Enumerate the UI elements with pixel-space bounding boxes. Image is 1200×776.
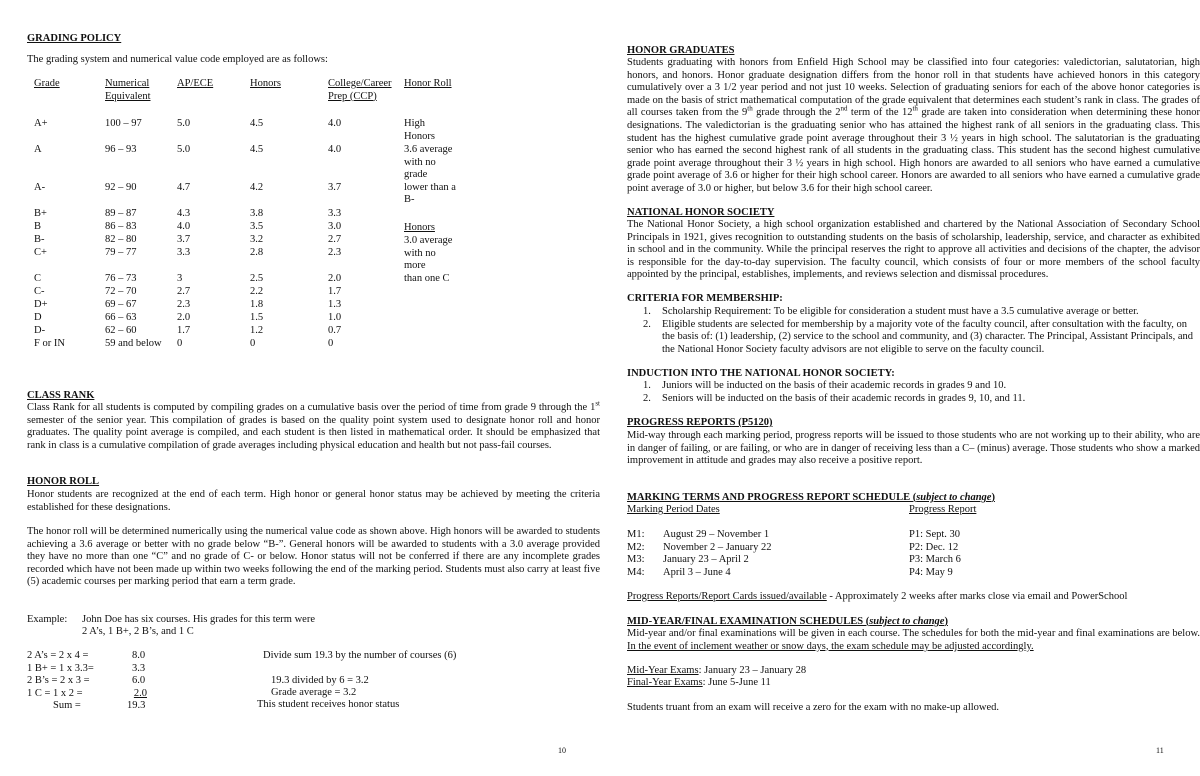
- grade-cell-ap: 4.7: [177, 182, 191, 193]
- grade-cell-grade: D: [34, 312, 42, 323]
- calc-row: 2 B’s = 2 x 3 = 6.0: [27, 675, 146, 687]
- grade-cell-num: 76 – 73: [105, 273, 137, 284]
- grade-cell-ccp: 4.0: [328, 144, 342, 155]
- grade-cell-num: 69 – 67: [105, 299, 137, 310]
- grade-cell-num: 82 – 80: [105, 234, 137, 245]
- criteria-title: CRITERIA FOR MEMBERSHIP:: [627, 293, 783, 304]
- example-note-divide: Divide sum 19.3 by the number of courses (6): [263, 650, 457, 661]
- grade-cell-honors: 3.5: [250, 221, 264, 232]
- induction-list: [643, 380, 1200, 405]
- honors-title: Honors: [404, 222, 435, 233]
- grade-cell-num: 86 – 83: [105, 221, 137, 232]
- high-honors-line: 3.6 average: [404, 144, 453, 155]
- honor-graduates-text: Students graduating with honors from Enfield High School may be classified into four categories: valedictorian, salutatorian, high honors, and honors. Honor graduate designation differs from the honor roll in that students have achieved honors in this category cumulatively over a 3 1/2 year period and not just 10 weeks. Selection of graduating seniors for each of the above honor categories is made on the basis of strict mathematical computation of the grade equivalent that determines each student’s rank in class. The grades of all courses taken from the 9th grade through the 2nd term of the 12th grade are taken into consideration when determining these honor designations. The valedictorian is the graduating senior who has attained the highest rank of all seniors in the graduating class. This student has the highest cumulative grade point average throughout their 3 ½ years in high school. The salutatorian is the graduating senior who has earned the second highest rank of all students in the graduating class. This student has the second highest cumulative grade point average throughout their 3 ½ years in high school. High honors are awarded to all seniors who have earned a cumulative grade point average of 3.6 or higher for their high school career. Honors are awarded to all seniors who have earned a cumulative grade point average of 3.0 or higher, but below 3.6 for their high school career.: [627, 57, 1200, 194]
- grade-cell-ccp: 2.0: [328, 273, 342, 284]
- grade-cell-ap: 2.0: [177, 312, 191, 323]
- page-number-right: 11: [1156, 746, 1164, 755]
- grade-cell-grade: C: [34, 273, 42, 284]
- sum-row: Sum = 19.3: [53, 700, 146, 712]
- example-note-average: Grade average = 3.2: [271, 687, 357, 698]
- high-honors-title-text: High Honors: [404, 118, 435, 142]
- honors-line: more: [404, 260, 426, 272]
- final-exams: Final-Year Exams: June 5-June 11: [627, 677, 771, 688]
- grade-cell-ccp: 1.7: [328, 286, 342, 297]
- grade-cell-honors: 0: [250, 338, 256, 349]
- high-honors-line: with no: [404, 156, 436, 168]
- honors-line: than one C: [404, 272, 450, 284]
- marking-terms-table: [627, 529, 1200, 579]
- grade-cell-ap: 0: [177, 338, 183, 349]
- marking-term-row: M2: November 2 – January 22 P2: Dec. 12: [627, 541, 959, 553]
- example-calculation: [27, 650, 167, 713]
- grading-policy-title: GRADING POLICY: [27, 33, 122, 44]
- grade-cell-honors: 4.5: [250, 144, 264, 155]
- grade-cell-ap: 1.7: [177, 325, 191, 336]
- grade-cell-num: 92 – 90: [105, 182, 137, 193]
- progress-reports-text: Mid-way through each marking period, progress reports will be issued to those students who are not working up to their ability, who are in danger of failing, or are failing, or who are in danger of receiving less than a C– (minus) average. Those students who show a marked improvement in attitude and grades may also receive a positive report.: [627, 430, 1200, 467]
- grade-table: [0, 0, 600, 360]
- grade-cell-honors: 2.8: [250, 247, 264, 258]
- grade-cell-ap: 5.0: [177, 118, 191, 129]
- example-line1: John Doe has six courses. His grades for this term were: [82, 614, 315, 625]
- grade-cell-honors: 4.5: [250, 118, 264, 129]
- class-rank-text: Class Rank for all students is computed by compiling grades on a cumulative basis over the period of time from grade 9 through the 1st semester of the senior year. This compilation of grades is based on the quality point system used to designate honor roll and honor graduates. The quality point average is compiled, and each student is then listed in mathematical order. It should be emphasized that rank in class is a cumulative compilation of grade averages including physical education and health but not pass-fail courses.: [27, 399, 600, 451]
- grade-cell-ap: 4.0: [177, 221, 191, 232]
- grade-cell-ccp: 0.7: [328, 325, 342, 336]
- grade-cell-ccp: 3.3: [328, 208, 342, 219]
- criteria-item: 2. Eligible students are selected for membership by a majority vote of the faculty council, after consultation with the faculty, on the basis of: (1) leadership, (2) service to the school and community, and (3) character. The Principal, Assistant Principals, and the National Honor Society faculty advisors are not eligible to serve on the faculty council.: [643, 318, 1193, 355]
- grade-cell-ap: 2.7: [177, 286, 191, 297]
- marking-term-row: M3: January 23 – April 2 P3: March 6: [627, 554, 961, 566]
- nhs-title: NATIONAL HONOR SOCIETY: [627, 207, 775, 218]
- grade-cell-num: 100 – 97: [105, 118, 142, 129]
- grade-cell-num: 72 – 70: [105, 286, 137, 297]
- grade-cell-ap: 5.0: [177, 144, 191, 155]
- marking-terms-title: MARKING TERMS AND PROGRESS REPORT SCHEDULE (subject to change): [627, 492, 995, 503]
- progress-reports-title: PROGRESS REPORTS (P5120): [627, 417, 773, 428]
- progress-report-header: Progress Report: [909, 504, 977, 515]
- class-rank-title: CLASS RANK: [27, 390, 95, 401]
- honor-roll-para2: The honor roll will be determined numerically using the numerical value code as shown above. High honors will be awarded to students achieving a 3.6 average or better with no grade below “B-”. General honors will be awarded to students with a 3.0 average provided they have no more than one “C” and no grade of C- or below. Honor status will not be conferred if there are any incomplete grades recorded which have not been made up within two weeks following the end of the marking period. Students must also carry at least five (5) academic courses per marking period that earn a term grade.: [27, 526, 600, 588]
- grade-cell-grade: A: [34, 144, 42, 155]
- high-honors-line: lower than a: [404, 181, 456, 193]
- exam-schedules-title: MID-YEAR/FINAL EXAMINATION SCHEDULES (subject to change): [627, 616, 948, 627]
- grade-cell-ap: 2.3: [177, 299, 191, 310]
- grade-cell-ccp: 3.0: [328, 221, 342, 232]
- grade-cell-num: 89 – 87: [105, 208, 137, 219]
- nhs-text: The National Honor Society, a high school organization established and chartered by the National Association of Secondary School Principals in 1921, gives recognition to outstanding students on the basis of scholarship, leadership, service, and character as exhibited in school and in the community. While the principal reserves the right to approve all activities and decisions of the chapter, the advisor is responsible for the day-to-day supervision. The faculty council, which consists of four or more members of the school faculty appointed by the principal, establishes, implements, and reviews selection and dismissal procedures.: [627, 219, 1200, 281]
- honors-criteria: [404, 235, 452, 285]
- grade-cell-ap: 3: [177, 273, 183, 284]
- high-honors-line: grade: [404, 169, 428, 181]
- grade-cell-ccp: 1.0: [328, 312, 342, 323]
- grading-intro: The grading system and numerical value code employed are as follows:: [27, 54, 328, 65]
- grade-cell-num: 59 and below: [105, 338, 162, 349]
- grade-cell-honors: 1.2: [250, 325, 264, 336]
- grade-cell-honors: 3.8: [250, 208, 264, 219]
- grade-cell-grade: F or IN: [34, 338, 65, 349]
- grade-cell-grade: A+: [34, 118, 48, 129]
- grade-cell-grade: B+: [34, 208, 47, 219]
- grade-cell-ap: 3.3: [177, 247, 191, 258]
- grade-cell-ccp: 4.0: [328, 118, 342, 129]
- header-numerical: Numerical Equivalent: [105, 78, 151, 102]
- example-note-divided: 19.3 divided by 6 = 3.2: [271, 675, 369, 686]
- example-line2: 2 A’s, 1 B+, 2 B’s, and 1 C: [82, 626, 194, 637]
- honor-roll-title: HONOR ROLL: [27, 476, 100, 487]
- calc-row: 1 C = 1 x 2 = 2.0: [27, 687, 147, 699]
- grade-cell-honors: 1.8: [250, 299, 264, 310]
- criteria-list: [643, 306, 1200, 356]
- calc-row: 2 A’s = 2 x 4 = 8.0: [27, 650, 146, 661]
- grade-cell-honors: 1.5: [250, 312, 264, 323]
- grade-cell-ap: 3.7: [177, 234, 191, 245]
- grade-cell-honors: 4.2: [250, 182, 264, 193]
- header-ccp: College/Career Prep (CCP): [328, 78, 392, 102]
- header-honors: Honors: [250, 78, 281, 89]
- grade-cell-num: 96 – 93: [105, 144, 137, 155]
- grade-cell-ccp: 0: [328, 338, 334, 349]
- grade-cell-grade: C+: [34, 247, 47, 258]
- right-page: [600, 0, 1200, 776]
- grade-cell-num: 79 – 77: [105, 247, 137, 258]
- grade-cell-honors: 3.2: [250, 234, 264, 245]
- grade-cell-ccp: 1.3: [328, 299, 342, 310]
- induction-item: 1. Juniors will be inducted on the basis of their academic records in grades 9 and 10.: [643, 380, 1007, 391]
- grade-cell-num: 66 – 63: [105, 312, 137, 323]
- honors-line: with no: [404, 247, 436, 259]
- grade-cell-honors: 2.5: [250, 273, 264, 284]
- grade-cell-grade: D+: [34, 299, 48, 310]
- induction-item: 2. Seniors will be inducted on the basis of their academic records in grades 9, 10, and 11.: [643, 392, 1026, 404]
- grade-cell-honors: 2.2: [250, 286, 264, 297]
- high-honors-criteria: [404, 144, 456, 207]
- calc-row: 1 B+ = 1 x 3.3= 3.3: [27, 662, 146, 674]
- page-number-left: 10: [558, 746, 566, 755]
- high-honors-title: [404, 118, 444, 143]
- header-honor-roll: Honor Roll: [404, 78, 452, 89]
- example-label: Example:: [27, 614, 68, 625]
- grade-cell-grade: D-: [34, 325, 46, 336]
- honor-graduates-title: HONOR GRADUATES: [627, 45, 735, 56]
- criteria-item: 1. Scholarship Requirement: To be eligible for consideration a student must have a 3.5 cumulative average or better.: [643, 306, 1139, 317]
- marking-term-row: M4: April 3 – June 4 P4: May 9: [627, 566, 953, 578]
- exam-schedules-text: Mid-year and/or final examinations will be given in each course. The schedules for both the mid-year and final examinations are below. In the event of inclement weather or snow days, the exam schedule may be adjusted accordingly.: [627, 628, 1200, 652]
- grade-cell-ccp: 2.3: [328, 247, 342, 258]
- grade-cell-ccp: 2.7: [328, 234, 342, 245]
- grade-cell-grade: B: [34, 221, 42, 232]
- grade-cell-grade: C-: [34, 286, 45, 297]
- truant-note: Students truant from an exam will receive a zero for the exam with no make-up allowed.: [627, 702, 1000, 713]
- honor-roll-para1: Honor students are recognized at the end of each term. High honor or general honor status may be achieved by meeting the criteria established for these designations.: [27, 489, 600, 513]
- grade-cell-grade: A-: [34, 182, 46, 193]
- induction-title: INDUCTION INTO THE NATIONAL HONOR SOCIETY:: [627, 368, 895, 379]
- grade-cell-grade: B-: [34, 234, 45, 245]
- grade-cell-num: 62 – 60: [105, 325, 137, 336]
- high-honors-line: B-: [404, 194, 415, 206]
- report-cards-note: Progress Reports/Report Cards issued/available - Approximately 2 weeks after marks close via email and PowerSchool: [627, 591, 1128, 602]
- example-note-status: This student receives honor status: [257, 699, 400, 710]
- honors-line: 3.0 average: [404, 235, 453, 246]
- marking-term-row: M1: August 29 – November 1 P1: Sept. 30: [627, 529, 961, 540]
- header-grade: Grade: [34, 78, 60, 89]
- midyear-exams: Mid-Year Exams: January 23 – January 28: [627, 665, 807, 676]
- header-ap-ece: AP/ECE: [177, 78, 214, 89]
- grade-cell-ccp: 3.7: [328, 182, 342, 193]
- grade-cell-ap: 4.3: [177, 208, 191, 219]
- marking-dates-header: Marking Period Dates: [627, 504, 720, 515]
